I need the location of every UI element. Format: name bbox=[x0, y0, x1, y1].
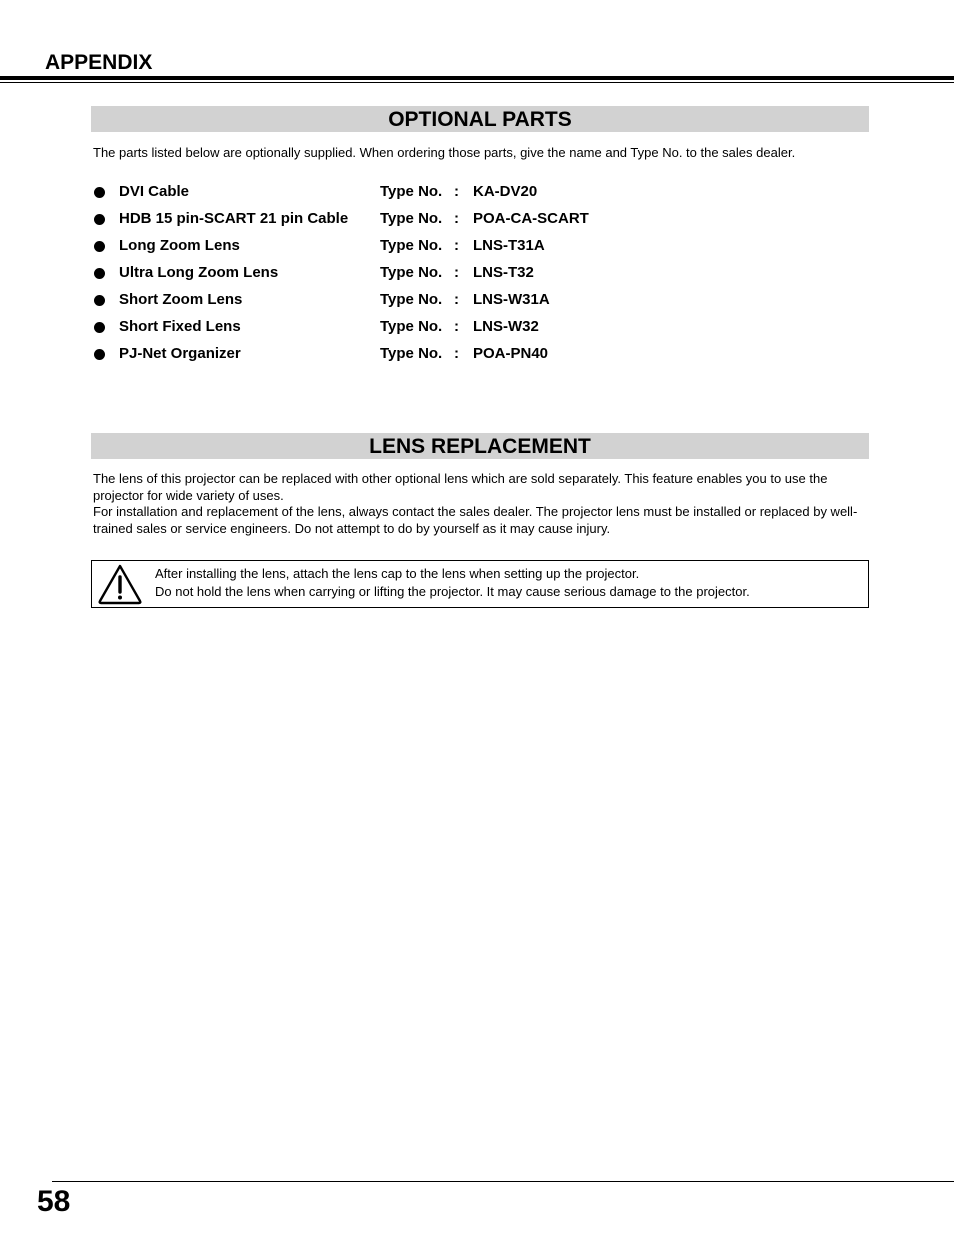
type-colon: : bbox=[454, 291, 459, 308]
type-colon: : bbox=[454, 318, 459, 335]
type-label: Type No. bbox=[380, 237, 443, 254]
lens-replacement-heading: LENS REPLACEMENT bbox=[91, 433, 869, 459]
type-label: Type No. bbox=[380, 210, 443, 227]
bullet-icon bbox=[94, 241, 105, 252]
type-number: LNS-W32 bbox=[473, 318, 539, 335]
type-label: Type No. bbox=[380, 318, 443, 335]
header-rule-thin bbox=[0, 82, 954, 83]
optional-parts-heading: OPTIONAL PARTS bbox=[91, 106, 869, 132]
part-name: Short Fixed Lens bbox=[119, 318, 241, 335]
type-label: Type No. bbox=[380, 264, 443, 281]
part-name: DVI Cable bbox=[119, 183, 190, 200]
bullet-icon bbox=[94, 268, 105, 279]
part-name: PJ-Net Organizer bbox=[119, 345, 241, 362]
page-title: APPENDIX bbox=[45, 51, 153, 74]
warning-triangle-icon bbox=[97, 563, 143, 605]
type-number: POA-CA-SCART bbox=[473, 210, 589, 227]
part-name: Long Zoom Lens bbox=[119, 237, 240, 254]
type-label: Type No. bbox=[380, 183, 443, 200]
part-name: Short Zoom Lens bbox=[119, 291, 243, 308]
lens-replacement-text bbox=[93, 471, 871, 537]
type-colon: : bbox=[454, 237, 459, 254]
bullet-icon bbox=[94, 349, 105, 360]
page-number: 58 bbox=[37, 1185, 71, 1218]
footer-rule bbox=[52, 1181, 954, 1182]
lens-paragraph-1: The lens of this projector can be replaced with other optional lens which are sold separately. This feature enables you to use the projector for wide variety of uses. bbox=[93, 471, 828, 503]
optional-parts-intro: The parts listed below are optionally supplied. When ordering those parts, give the name and Type No. to the sales dealer. bbox=[93, 145, 796, 160]
lens-paragraph-2: For installation and replacement of the lens, always contact the sales dealer. The projector lens must be installed or replaced by well-trained sales or service engineers. Do not attempt to do by yourself as it may cause injury. bbox=[93, 504, 858, 536]
warning-text bbox=[155, 565, 750, 601]
bullet-icon bbox=[94, 187, 105, 198]
type-colon: : bbox=[454, 345, 459, 362]
bullet-icon bbox=[94, 214, 105, 225]
bullet-icon bbox=[94, 295, 105, 306]
type-number: KA-DV20 bbox=[473, 183, 538, 200]
type-label: Type No. bbox=[380, 345, 443, 362]
type-colon: : bbox=[454, 183, 459, 200]
type-colon: : bbox=[454, 210, 459, 227]
type-number: LNS-T32 bbox=[473, 264, 534, 281]
type-number: POA-PN40 bbox=[473, 345, 549, 362]
warning-line-2: Do not hold the lens when carrying or lifting the projector. It may cause serious damage to the projector. bbox=[155, 584, 750, 599]
header-rule-thick bbox=[0, 76, 954, 80]
type-number: LNS-W31A bbox=[473, 291, 550, 308]
bullet-icon bbox=[94, 322, 105, 333]
type-colon: : bbox=[454, 264, 459, 281]
type-number: LNS-T31A bbox=[473, 237, 545, 254]
part-name: Ultra Long Zoom Lens bbox=[119, 264, 279, 281]
warning-line-1: After installing the lens, attach the lens cap to the lens when setting up the projector. bbox=[155, 566, 640, 581]
warning-box bbox=[91, 560, 869, 608]
type-label: Type No. bbox=[380, 291, 443, 308]
part-name: HDB 15 pin-SCART 21 pin Cable bbox=[119, 210, 349, 227]
